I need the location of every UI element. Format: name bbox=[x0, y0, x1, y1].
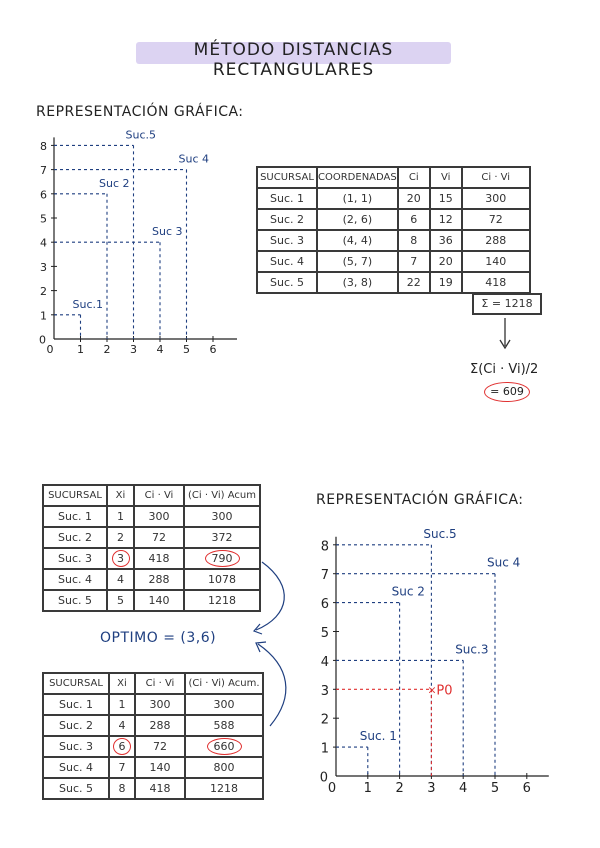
table2-cell: 418 bbox=[134, 548, 184, 569]
y-tick-label: 1 bbox=[320, 741, 329, 757]
table2-cell: Suc. 5 bbox=[43, 590, 107, 611]
table1-header: Ci bbox=[398, 167, 430, 188]
table2-cell: 4 bbox=[107, 569, 134, 590]
table1-cell: (2, 6) bbox=[317, 209, 398, 230]
x-tick-label: 3 bbox=[427, 781, 436, 796]
table1-cell: Suc. 4 bbox=[257, 251, 317, 272]
table2-cell: 1218 bbox=[184, 590, 260, 611]
table3-header: Ci · Vi bbox=[135, 673, 185, 694]
table3-cell: 288 bbox=[135, 715, 185, 736]
table1-cell: 19 bbox=[430, 272, 462, 293]
table3-cell: 300 bbox=[135, 694, 185, 715]
point-label: Suc.1 bbox=[72, 297, 103, 311]
table-row bbox=[257, 251, 530, 272]
table1-cell: 300 bbox=[462, 188, 530, 209]
y-tick-label: 3 bbox=[40, 260, 47, 274]
table1-cell: Suc. 1 bbox=[257, 188, 317, 209]
table1-cell: Suc. 3 bbox=[257, 230, 317, 251]
y-tick-label: 7 bbox=[320, 568, 329, 584]
table2-cell: Suc. 2 bbox=[43, 527, 107, 548]
table3-cell: 140 bbox=[135, 757, 185, 778]
x-tick-label: 4 bbox=[459, 781, 468, 796]
table3-cell: Suc. 3 bbox=[43, 736, 109, 757]
x-tick-label: 5 bbox=[183, 343, 190, 356]
x-tick-label: 2 bbox=[103, 343, 111, 356]
y-tick-label: 8 bbox=[320, 539, 329, 555]
formula: Σ(Ci · Vi)/2 bbox=[470, 362, 539, 377]
point-label: Suc 3 bbox=[152, 225, 183, 239]
table1-cell: 288 bbox=[462, 230, 530, 251]
table1-cell: 418 bbox=[462, 272, 530, 293]
table3-cell: Suc. 5 bbox=[43, 778, 109, 799]
table1-header: Vi bbox=[430, 167, 462, 188]
table-row bbox=[43, 694, 263, 715]
table3-cell: 8 bbox=[109, 778, 135, 799]
table3-cell: 300 bbox=[185, 694, 263, 715]
table3-cell: Suc. 1 bbox=[43, 694, 109, 715]
table-row bbox=[257, 230, 530, 251]
chart-2 bbox=[306, 522, 566, 802]
y-tick-label: 2 bbox=[40, 285, 47, 299]
origin-label: 0 bbox=[319, 770, 328, 786]
table1-header: COORDENADAS bbox=[317, 167, 398, 188]
table3-header: SUCURSAL bbox=[43, 673, 109, 694]
table2-cell: 300 bbox=[184, 506, 260, 527]
table1-cell: 6 bbox=[398, 209, 430, 230]
table1-header: Ci · Vi bbox=[462, 167, 530, 188]
y-tick-label: 1 bbox=[40, 309, 47, 323]
table3-cell: 7 bbox=[109, 757, 135, 778]
table3-cell: 800 bbox=[185, 757, 263, 778]
table-row bbox=[43, 715, 263, 736]
x-tick-label: 2 bbox=[395, 781, 404, 796]
chart-1 bbox=[30, 128, 250, 363]
y-tick-label: 2 bbox=[320, 712, 329, 728]
highlight-circle: 6 bbox=[113, 738, 131, 755]
optimum-label: P0 bbox=[436, 683, 453, 699]
table2-cell: 5 bbox=[107, 590, 134, 611]
table1-cell: 36 bbox=[430, 230, 462, 251]
table1-cell: Suc. 5 bbox=[257, 272, 317, 293]
section2-heading: REPRESENTACIÓN GRÁFICA: bbox=[316, 492, 524, 508]
x-tick-label: 3 bbox=[130, 343, 137, 356]
table2-header: (Ci · Vi) Acum bbox=[184, 485, 260, 506]
y-tick-label: 7 bbox=[40, 164, 47, 178]
x-tick-label: 1 bbox=[363, 781, 372, 796]
point-label: Suc 2 bbox=[99, 176, 130, 190]
table3-cell: 1218 bbox=[185, 778, 263, 799]
optimo-label: OPTIMO = (3,6) bbox=[100, 630, 217, 646]
table-row bbox=[43, 527, 260, 548]
point-label: Suc.5 bbox=[125, 128, 156, 142]
origin-label: 0 bbox=[39, 333, 46, 347]
point-label: Suc.5 bbox=[423, 526, 457, 541]
point-label: Suc 4 bbox=[178, 152, 209, 166]
table1-cell: (4, 4) bbox=[317, 230, 398, 251]
x-tick-label: 5 bbox=[490, 781, 500, 796]
table2-cell: 288 bbox=[134, 569, 184, 590]
highlight-circle: 790 bbox=[205, 550, 240, 567]
x-tick-label: 0 bbox=[46, 343, 54, 356]
table2-header: SUCURSAL bbox=[43, 485, 107, 506]
table1-cell: 8 bbox=[398, 230, 430, 251]
y-tick-label: 6 bbox=[40, 188, 47, 202]
table1-cell: (5, 7) bbox=[317, 251, 398, 272]
table-row bbox=[257, 209, 530, 230]
y-tick-label: 6 bbox=[320, 597, 329, 613]
table1-cell: 12 bbox=[430, 209, 462, 230]
table2-header: Ci · Vi bbox=[134, 485, 184, 506]
x-tick-label: 6 bbox=[522, 781, 531, 796]
down-arrow-icon bbox=[495, 316, 515, 356]
point-label: Suc 2 bbox=[391, 584, 425, 599]
table2-cell: Suc. 1 bbox=[43, 506, 107, 527]
optimum-marker: × bbox=[427, 683, 437, 697]
table1-cell: 22 bbox=[398, 272, 430, 293]
table2-cell: 1 bbox=[107, 506, 134, 527]
table3-cell: Suc. 2 bbox=[43, 715, 109, 736]
table-row bbox=[43, 590, 260, 611]
x-tick-label: 6 bbox=[209, 343, 217, 356]
table2-cell: Suc. 3 bbox=[43, 548, 107, 569]
table3-header: Xi bbox=[109, 673, 135, 694]
table2-cell: 72 bbox=[134, 527, 184, 548]
y-tick-label: 3 bbox=[320, 683, 329, 699]
sum-cell: Σ = 1218 bbox=[472, 293, 542, 315]
result-circle: = 609 bbox=[484, 382, 530, 402]
table3-cell: 4 bbox=[109, 715, 135, 736]
section1-heading: REPRESENTACIÓN GRÁFICA: bbox=[36, 104, 244, 120]
table3-header: (Ci · Vi) Acum. bbox=[185, 673, 263, 694]
table-row bbox=[43, 757, 263, 778]
table1-cell: (1, 1) bbox=[317, 188, 398, 209]
table-3 bbox=[42, 672, 264, 800]
point-label: Suc 4 bbox=[487, 555, 521, 570]
x-tick-label: 0 bbox=[327, 781, 337, 796]
table-2 bbox=[42, 484, 261, 612]
table1-cell: 72 bbox=[462, 209, 530, 230]
point-label: Suc. 1 bbox=[359, 729, 397, 744]
table3-cell: 418 bbox=[135, 778, 185, 799]
table1-cell: 20 bbox=[430, 251, 462, 272]
table-1 bbox=[256, 166, 531, 294]
table2-cell: 372 bbox=[184, 527, 260, 548]
table2-header: Xi bbox=[107, 485, 134, 506]
table-row bbox=[43, 506, 260, 527]
y-tick-label: 5 bbox=[40, 212, 47, 226]
y-tick-label: 8 bbox=[40, 139, 47, 153]
table1-cell: 15 bbox=[430, 188, 462, 209]
table3-cell: 588 bbox=[185, 715, 263, 736]
highlight-circle: 660 bbox=[207, 738, 242, 755]
table1-cell: (3, 8) bbox=[317, 272, 398, 293]
table1-cell: 140 bbox=[462, 251, 530, 272]
y-tick-label: 4 bbox=[40, 236, 47, 250]
table-row bbox=[43, 778, 263, 799]
x-tick-label: 4 bbox=[156, 343, 164, 356]
table1-cell: 7 bbox=[398, 251, 430, 272]
table1-header: SUCURSAL bbox=[257, 167, 317, 188]
page-title: MÉTODO DISTANCIAS RECTANGULARES bbox=[193, 40, 394, 80]
table-row bbox=[257, 188, 530, 209]
table-row bbox=[43, 569, 260, 590]
table3-cell: Suc. 4 bbox=[43, 757, 109, 778]
table1-cell: Suc. 2 bbox=[257, 209, 317, 230]
point-label: Suc.3 bbox=[455, 642, 489, 657]
table2-cell: 2 bbox=[107, 527, 134, 548]
highlight-circle: 3 bbox=[112, 550, 130, 567]
y-tick-label: 4 bbox=[320, 654, 329, 670]
table-row bbox=[257, 272, 530, 293]
table3-cell: 1 bbox=[109, 694, 135, 715]
table2-cell: 1078 bbox=[184, 569, 260, 590]
table2-cell: 140 bbox=[134, 590, 184, 611]
table1-cell: 20 bbox=[398, 188, 430, 209]
table2-cell: 300 bbox=[134, 506, 184, 527]
x-tick-label: 1 bbox=[77, 343, 84, 356]
table3-cell: 72 bbox=[135, 736, 185, 757]
table-row bbox=[43, 548, 260, 569]
table-row bbox=[43, 736, 263, 757]
y-tick-label: 5 bbox=[320, 626, 329, 641]
table2-cell: Suc. 4 bbox=[43, 569, 107, 590]
